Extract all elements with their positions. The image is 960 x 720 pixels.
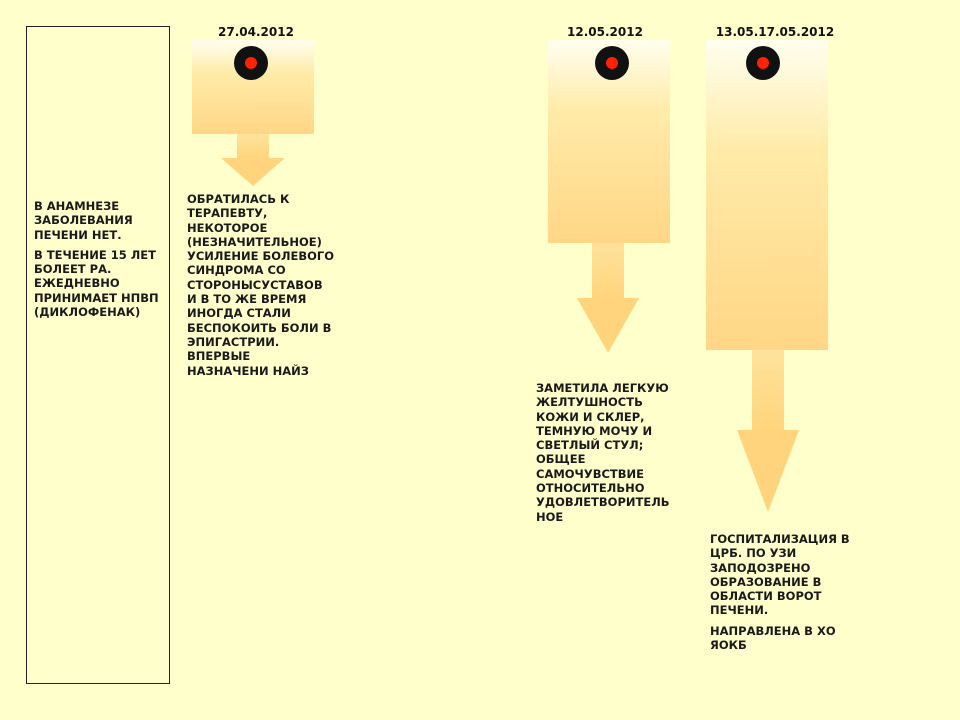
event-3-paragraph-1: ГОСПИТАЛИЗАЦИЯ В ЦРБ. ПО УЗИ ЗАПОДОЗРЕНО ОБРАЗОВАНИЕ В ОБЛАСТИ ВОРОТ ПЕЧЕНИ. (710, 532, 850, 618)
event-3-arrow-shaft (752, 350, 784, 430)
event-1-marker-icon (234, 46, 268, 80)
event-2-marker-icon (595, 46, 629, 80)
event-3-paragraph-2: НАПРАВЛЕНА В ХО ЯОКБ (710, 623, 836, 653)
event-3-arrow-down-icon (737, 430, 799, 512)
event-2-paragraph: ЗАМЕТИЛА ЛЕГКУЮ ЖЕЛТУШНОСТЬ КОЖИ И СКЛЕР, ТЕМНУЮ МОЧУ И СВЕТЛЫЙ СТУЛ; ОБЩЕЕ САМОЧУВСТВИЕ ОТНОСИТЕЛЬНО УДОВЛЕТВОРИТЕЛЬ НОЕ (536, 381, 670, 524)
event-1-arrow-shaft (237, 134, 269, 158)
history-paragraph-2: В ТЕЧЕНИЕ 15 ЛЕТ БОЛЕЕТ РА. ЕЖЕДНЕВНО ПРИНИМАЕТ НПВП (ДИКЛОФЕНАК) (34, 247, 159, 320)
event-1-arrow-down-icon (221, 158, 285, 186)
event-1-date: 27.04.2012 (218, 25, 294, 39)
event-2-arrow-down-icon (577, 298, 639, 353)
event-2-date: 12.05.2012 (567, 25, 643, 39)
event-3-marker-icon (746, 46, 780, 80)
history-paragraph-1: В АНАМНЕЗЕ ЗАБОЛЕВАНИЯ ПЕЧЕНИ НЕТ. (34, 199, 133, 242)
event-3-column (706, 40, 828, 350)
event-2-text (536, 381, 696, 530)
event-2-arrow-shaft (592, 243, 624, 298)
event-1-text (187, 192, 347, 384)
history-text (34, 199, 174, 325)
event-3-text (710, 532, 870, 658)
event-3-date: 13.05.17.05.2012 (715, 25, 835, 39)
event-1-paragraph: ОБРАТИЛАСЬ К ТЕРАПЕВТУ, НЕКОТОРОЕ (НЕЗНАЧИТЕЛЬНОЕ) УСИЛЕНИЕ БОЛЕВОГО СИНДРОМА СО СТОРОНЫСУСТАВОВ И В ТО ЖЕ ВРЕМЯ ИНОГДА СТАЛИ БЕСПОКОИТЬ БОЛИ В ЭПИГАСТРИИ. ВПЕРВЫЕ НАЗНАЧЕНИ НАЙЗ (187, 192, 335, 378)
history-box (26, 26, 170, 684)
